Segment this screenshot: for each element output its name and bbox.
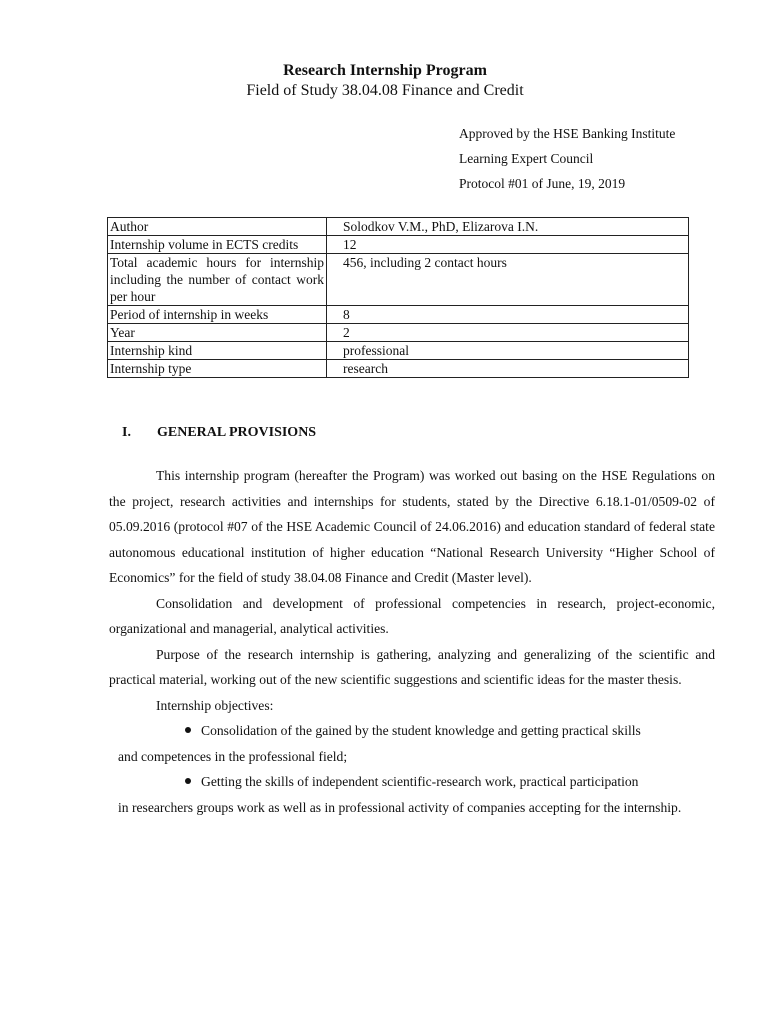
table-value: 456, including 2 contact hours xyxy=(327,254,689,306)
objective-item xyxy=(109,718,715,769)
table-key: Author xyxy=(108,218,327,236)
program-info-table xyxy=(107,217,689,378)
document-subtitle: Field of Study 38.04.08 Finance and Credit xyxy=(246,82,524,99)
table-value: Solodkov V.M., PhD, Elizarova I.N. xyxy=(327,218,689,236)
objective-item xyxy=(109,769,715,820)
bullet-icon xyxy=(185,727,191,733)
table-value: 8 xyxy=(327,306,689,324)
approval-line-2: Learning Expert Council xyxy=(459,151,594,166)
table-row xyxy=(108,254,689,306)
table-row xyxy=(108,306,689,324)
paragraph: Internship objectives: xyxy=(156,697,274,713)
approval-line-1: Approved by the HSE Banking Institute xyxy=(459,126,676,141)
table-key: Internship volume in ECTS credits xyxy=(108,236,327,254)
section-number: I. xyxy=(122,425,131,440)
table-value: research xyxy=(327,360,689,378)
document-body xyxy=(109,463,715,820)
objective-text-continued: and competences in the professional field; xyxy=(118,748,348,764)
table-row xyxy=(108,236,689,254)
table-row xyxy=(108,324,689,342)
paragraph: Consolidation and development of professional competencies in research, project-economic, organizational and managerial, analytical activities. xyxy=(109,595,715,636)
table-key: Period of internship in weeks xyxy=(108,306,327,324)
bullet-icon xyxy=(185,778,191,784)
objective-text: Getting the skills of independent scientific-research work, practical participation xyxy=(201,774,639,789)
table-row xyxy=(108,360,689,378)
objective-text-continued: in researchers groups work as well as in professional activity of companies accepting for the internship. xyxy=(118,799,682,815)
objective-text: Consolidation of the gained by the student knowledge and getting practical skills xyxy=(201,723,641,738)
table-value: 12 xyxy=(327,236,689,254)
table-value: 2 xyxy=(327,324,689,342)
approval-line-3: Protocol #01 of June, 19, 2019 xyxy=(459,176,626,191)
table-key: Total academic hours for internship including the number of contact work per hour xyxy=(108,254,327,306)
table-row xyxy=(108,218,689,236)
table-key: Internship type xyxy=(108,360,327,378)
table-value: professional xyxy=(327,342,689,360)
paragraph: Purpose of the research internship is gathering, analyzing and generalizing of the scientific and practical material, working out of the new scientific suggestions and scientific ideas for the master thesis. xyxy=(109,646,715,687)
section-heading xyxy=(122,425,316,441)
table-key: Year xyxy=(108,324,327,342)
table-row xyxy=(108,342,689,360)
section-title: GENERAL PROVISIONS xyxy=(157,425,317,440)
document-title: Research Internship Program xyxy=(283,62,487,79)
paragraph: This internship program (hereafter the Program) was worked out basing on the HSE Regulations on the project, research activities and internships for students, stated by the Directive 6.18.1-01/0509-02 of 05.09.2016 (protocol #07 of the HSE Academic Council of 24.06.2016) and education standard of federal state autonomous educational institution of higher education “National Research University “Higher School of Economics” for the field of study 38.04.08 Finance and Credit (Master level). xyxy=(109,468,715,585)
table-key: Internship kind xyxy=(108,342,327,360)
